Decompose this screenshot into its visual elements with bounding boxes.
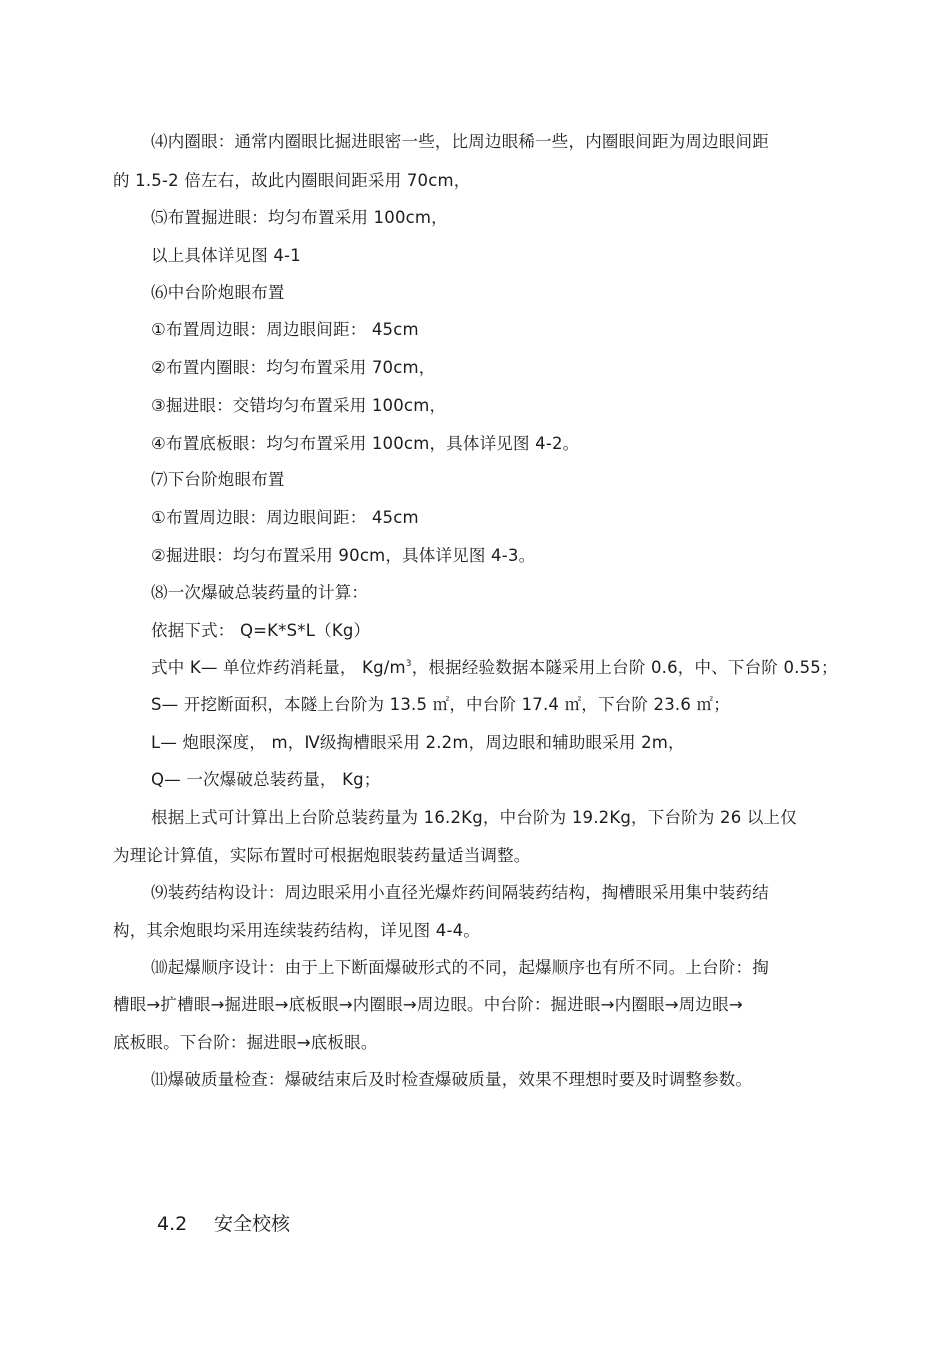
para-lower-bench-title: ⑺下台阶炮眼布置 <box>151 470 285 489</box>
para-middle-inner-ring: ②布置内圈眼：均匀布置采用 70cm， <box>151 358 436 377</box>
k-definition-part1: 式中 K— 单位炸药消耗量， Kg/m <box>151 658 406 677</box>
section-title: 安全校核 <box>214 1213 291 1235</box>
para-initiation-sequence: ⑽起爆顺序设计：由于上下断面爆破形式的不同，起爆顺序也有所不同。上台阶：掏 <box>151 958 769 977</box>
para-initiation-sequence-cont1: 槽眼→扩槽眼→掘进眼→底板眼→内圈眼→周边眼。中台阶：掘进眼→内圈眼→周边眼→ <box>113 995 743 1014</box>
para-inner-ring-holes: ⑷内圈眼：通常内圈眼比掘进眼密一些，比周边眼稀一些，内圈眼间距为周边眼间距 <box>151 132 769 151</box>
para-calc-result-cont: 为理论计算值，实际布置时可根据炮眼装药量适当调整。 <box>113 846 531 865</box>
para-middle-driving: ③掘进眼：交错均匀布置采用 100cm， <box>151 396 447 415</box>
para-lower-perimeter: ①布置周边眼：周边眼间距： 45cm <box>151 508 419 527</box>
para-l-definition: L— 炮眼深度， m，Ⅳ级掏槽眼采用 2.2m，周边眼和辅助眼采用 2m， <box>151 733 685 752</box>
para-lower-driving: ②掘进眼：均匀布置采用 90cm，具体详见图 4-3。 <box>151 546 536 565</box>
para-charge-structure-cont: 构，其余炮眼均采用连续装药结构，详见图 4-4。 <box>113 921 480 940</box>
para-driving-holes: ⑸布置掘进眼：均匀布置采用 100cm， <box>151 208 448 227</box>
para-middle-perimeter: ①布置周边眼：周边眼间距： 45cm <box>151 320 419 339</box>
para-charge-calc-title: ⑻一次爆破总装药量的计算： <box>151 583 369 602</box>
para-formula: 依据下式： Q=K*S*L（Kg） <box>151 621 371 640</box>
para-calc-result: 根据上式可计算出上台阶总装药量为 16.2Kg，中台阶为 19.2Kg，下台阶为 26 以上仅 <box>151 808 797 827</box>
para-see-figure-4-1: 以上具体详见图 4-1 <box>151 246 301 265</box>
para-middle-floor: ④布置底板眼：均匀布置采用 100cm，具体详见图 4-2。 <box>151 434 580 453</box>
para-quality-check: ⑾爆破质量检查：爆破结束后及时检查爆破质量，效果不理想时要及时调整参数。 <box>151 1070 753 1089</box>
para-q-definition: Q— 一次爆破总装药量， Kg； <box>151 770 381 789</box>
para-k-definition <box>151 657 838 679</box>
para-s-definition: S— 开挖断面积，本隧上台阶为 13.5 ㎡，中台阶 17.4 ㎡，下台阶 23.6 ㎡； <box>151 695 730 714</box>
section-number: 4.2 <box>157 1213 188 1235</box>
superscript-3: 3 <box>405 659 412 669</box>
para-middle-bench-title: ⑹中台阶炮眼布置 <box>151 283 285 302</box>
para-charge-structure: ⑼装药结构设计：周边眼采用小直径光爆炸药间隔装药结构，掏槽眼采用集中装药结 <box>151 883 769 902</box>
k-definition-part2: ，根据经验数据本隧采用上台阶 0.6，中、下台阶 0.55； <box>411 658 838 677</box>
para-initiation-sequence-cont2: 底板眼。下台阶：掘进眼→底板眼。 <box>113 1033 378 1052</box>
para-inner-ring-spacing: 的 1.5-2 倍左右，故此内圈眼间距采用 70cm， <box>113 171 471 190</box>
